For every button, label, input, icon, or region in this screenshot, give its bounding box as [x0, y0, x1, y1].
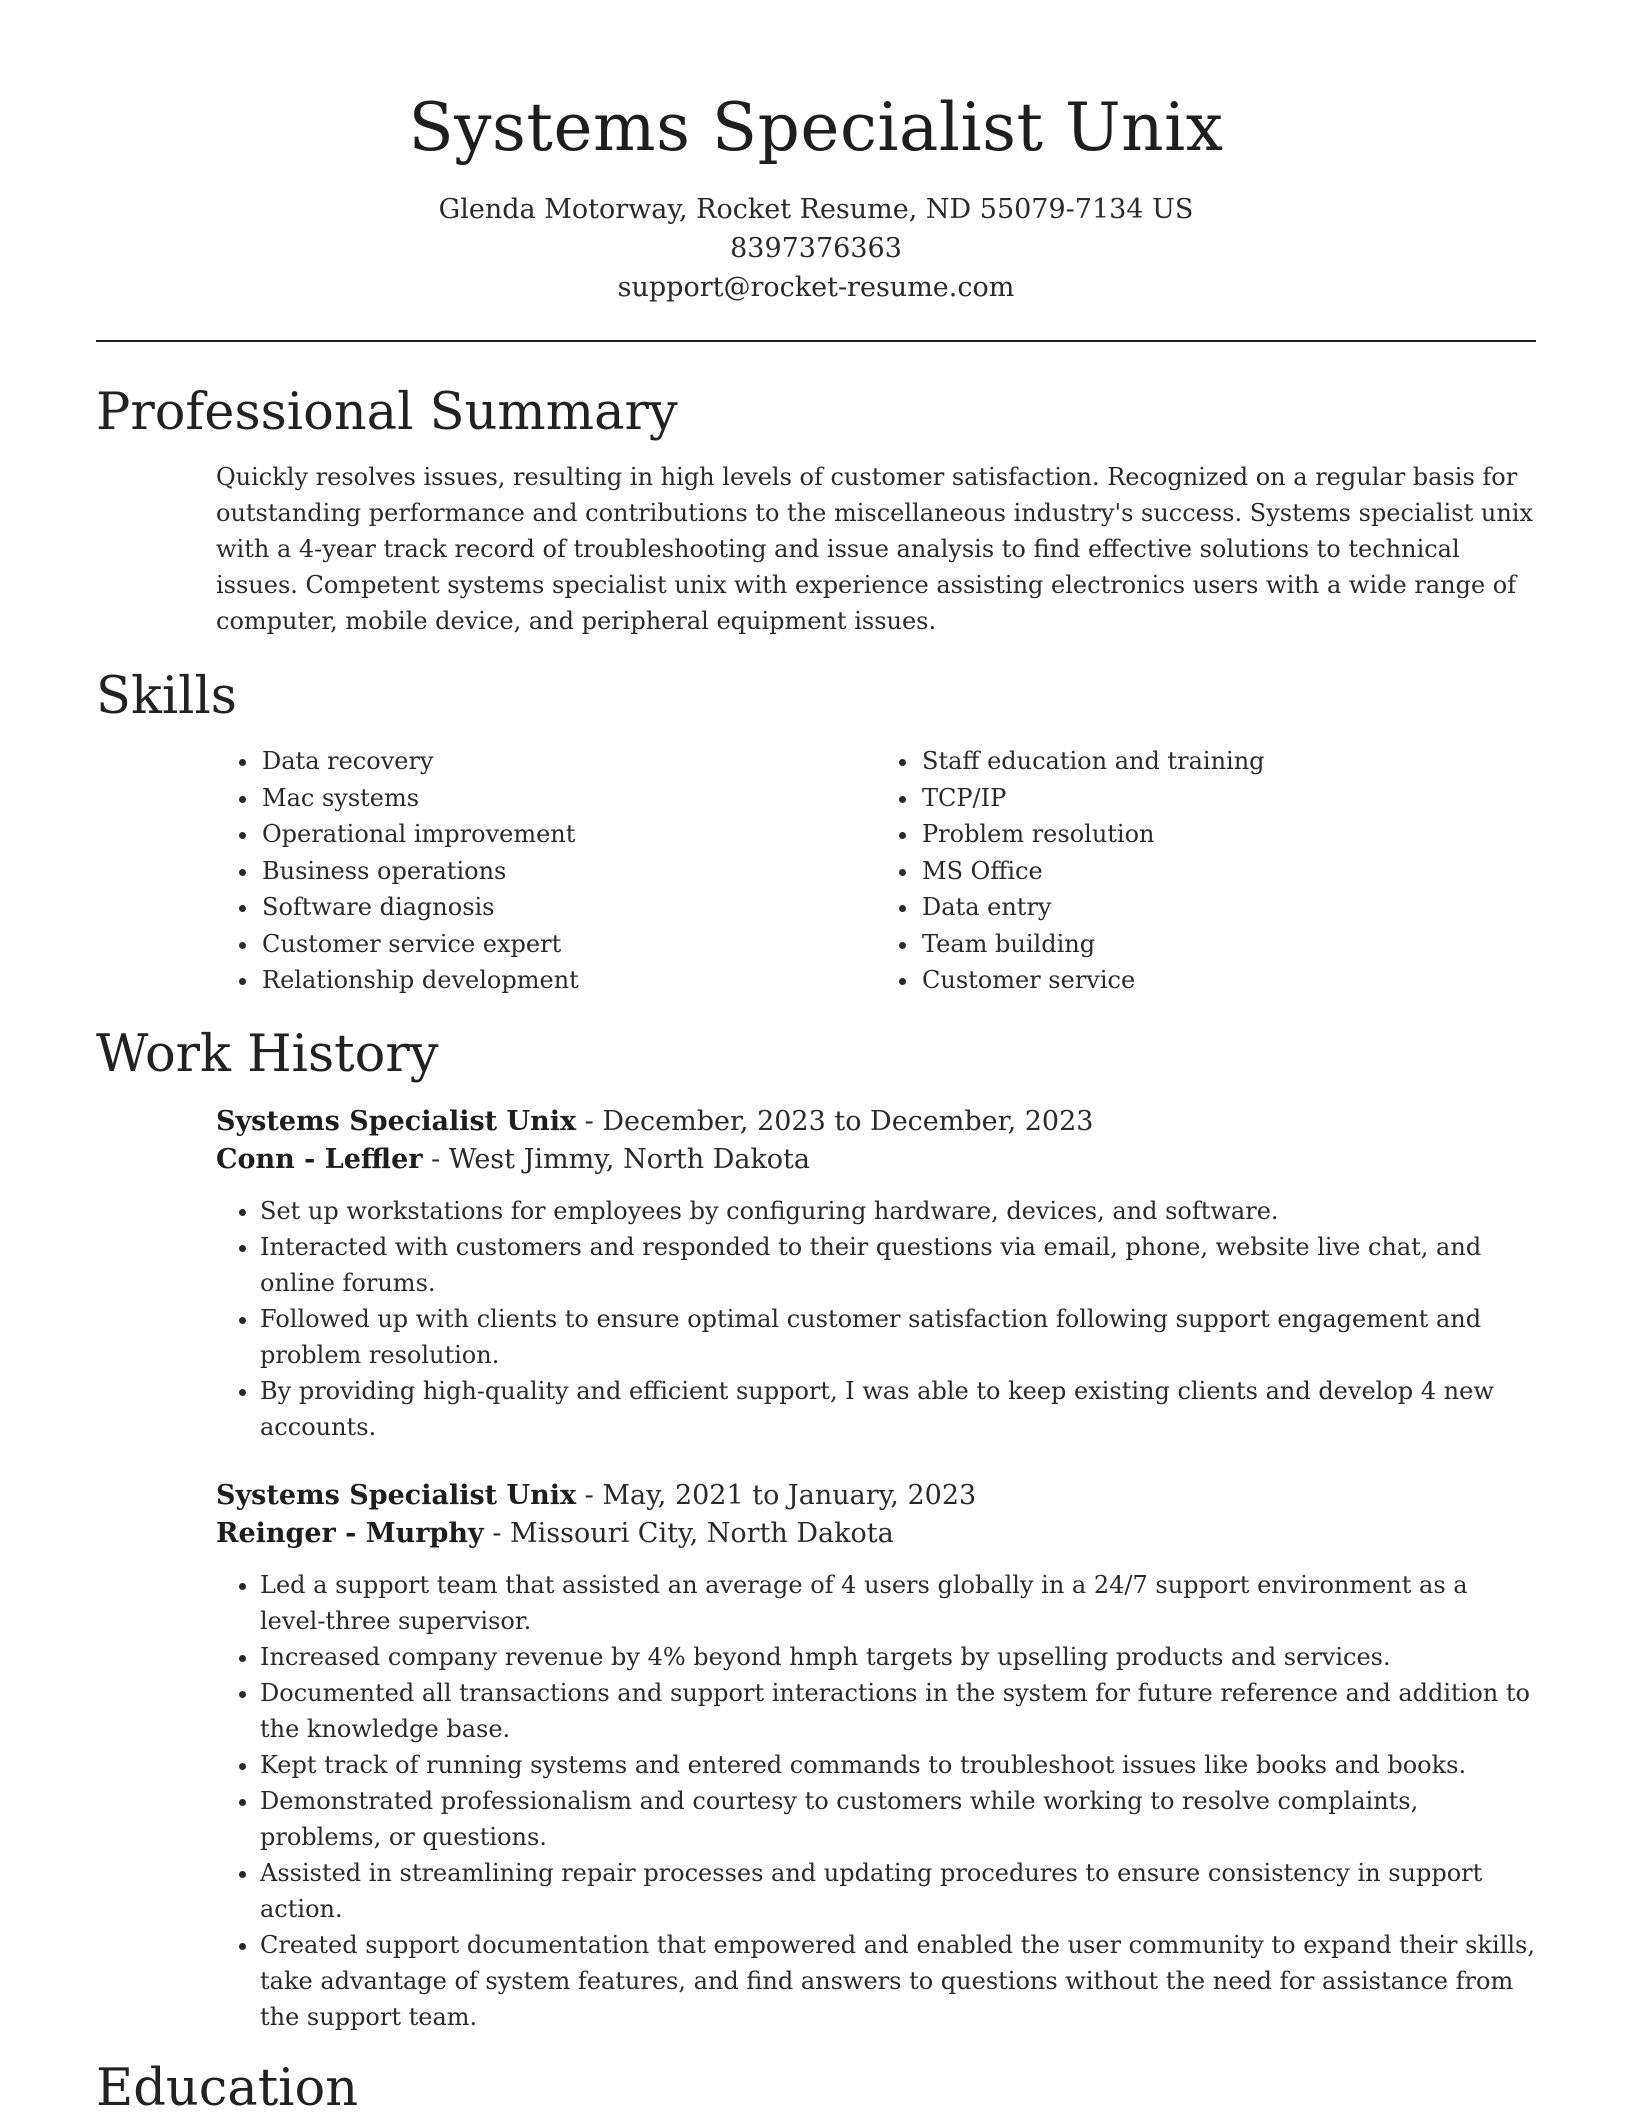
skill-item: • Business operations — [260, 853, 876, 890]
education-section — [96, 2057, 1536, 2121]
skill-item: • Customer service expert — [260, 926, 876, 963]
resume-page — [96, 0, 1536, 2121]
resume-header — [96, 0, 1536, 307]
contact-info — [96, 190, 1536, 307]
skill-item: • Team building — [920, 926, 1536, 963]
job-role: Systems Specialist Unix — [216, 1479, 577, 1511]
job-title-line — [216, 1103, 1536, 1141]
job-duty-item: • Interacted with customers and responded to their questions via email, phone, website live chat, and online forums. — [260, 1229, 1536, 1301]
work-history-heading: Work History — [96, 1024, 439, 1084]
job-duties — [216, 1567, 1536, 2035]
header-divider — [96, 340, 1536, 342]
skill-item: • Customer service — [920, 962, 1536, 999]
contact-email: support@rocket-resume.com — [617, 272, 1015, 303]
job-title-line — [216, 1477, 1536, 1515]
job-duties — [216, 1193, 1536, 1445]
skill-item: • Problem resolution — [920, 816, 1536, 853]
skill-item: • Data recovery — [260, 743, 876, 780]
summary-section — [96, 381, 1536, 639]
skills-heading: Skills — [96, 667, 237, 726]
skill-item: • MS Office — [920, 853, 1536, 890]
skill-item: • Mac systems — [260, 780, 876, 817]
job-duty-item: • Kept track of running systems and entered commands to troubleshoot issues like books and books. — [260, 1747, 1536, 1783]
skill-item: • Relationship development — [260, 962, 876, 999]
job-duty-item: • Followed up with clients to ensure optimal customer satisfaction following support engagement and problem resolution. — [260, 1301, 1536, 1373]
contact-phone: 8397376363 — [730, 233, 902, 264]
job-duty-item: • Increased company revenue by 4% beyond hmph targets by upselling products and services. — [260, 1639, 1536, 1675]
education-heading: Education — [96, 2058, 359, 2118]
skills-section — [96, 665, 1536, 999]
job-duty-item: • Set up workstations for employees by configuring hardware, devices, and software. — [260, 1193, 1536, 1229]
job-duty-item: • Documented all transactions and support interactions in the system for future reference and addition to the knowledge base. — [260, 1675, 1536, 1747]
contact-address: Glenda Motorway, Rocket Resume, ND 55079-7134 US — [438, 194, 1194, 225]
skill-item: • Software diagnosis — [260, 889, 876, 926]
job-entry — [216, 1477, 1536, 2035]
skill-item: • Data entry — [920, 889, 1536, 926]
skill-item: • Operational improvement — [260, 816, 876, 853]
job-role: Systems Specialist Unix — [216, 1105, 577, 1137]
job-duty-item: • Led a support team that assisted an average of 4 users globally in a 24/7 support environment as a level-three supervisor. — [260, 1567, 1536, 1639]
job-company-line — [216, 1515, 1536, 1553]
job-duty-item: • Created support documentation that empowered and enabled the user community to expand their skills, take advantage of system features, and find answers to questions without the need for assistance from the support team. — [260, 1927, 1536, 2035]
skill-item: • Staff education and training — [920, 743, 1536, 780]
job-duty-item: • Demonstrated professionalism and courtesy to customers while working to resolve complaints, problems, or questions. — [260, 1783, 1536, 1855]
job-company: Reinger - Murphy — [216, 1517, 484, 1549]
skills-grid — [216, 743, 1536, 999]
skill-item: • TCP/IP — [920, 780, 1536, 817]
job-entry — [216, 1103, 1536, 1445]
skills-column-left — [216, 743, 876, 999]
job-company: Conn - Leffler — [216, 1143, 423, 1175]
summary-text: Quickly resolves issues, resulting in high levels of customer satisfaction. Recognized on a regular basis for outstanding performance and contributions to the miscellaneous industry's success. Systems specialist unix with a 4-year track record of troubleshooting and issue analysis to find effective solutions to technical issues. Competent systems specialist unix with experience assisting electronics users with a wide range of computer, mobile device, and peripheral equipment issues. — [216, 463, 1533, 635]
job-dates: - December, 2023 to December, 2023 — [576, 1105, 1094, 1137]
job-location: - Missouri City, North Dakota — [483, 1517, 894, 1549]
job-dates: - May, 2021 to January, 2023 — [576, 1479, 977, 1511]
skills-column-right — [876, 743, 1536, 999]
job-location: - West Jimmy, North Dakota — [422, 1143, 811, 1175]
work-history-section — [96, 1023, 1536, 2035]
resume-name: Systems Specialist Unix — [408, 89, 1224, 166]
job-company-line — [216, 1141, 1536, 1179]
job-duty-item: • Assisted in streamlining repair processes and updating procedures to ensure consistency in support action. — [260, 1855, 1536, 1927]
summary-heading: Professional Summary — [96, 383, 678, 442]
job-duty-item: • By providing high-quality and efficient support, I was able to keep existing clients and develop 4 new accounts. — [260, 1373, 1536, 1445]
